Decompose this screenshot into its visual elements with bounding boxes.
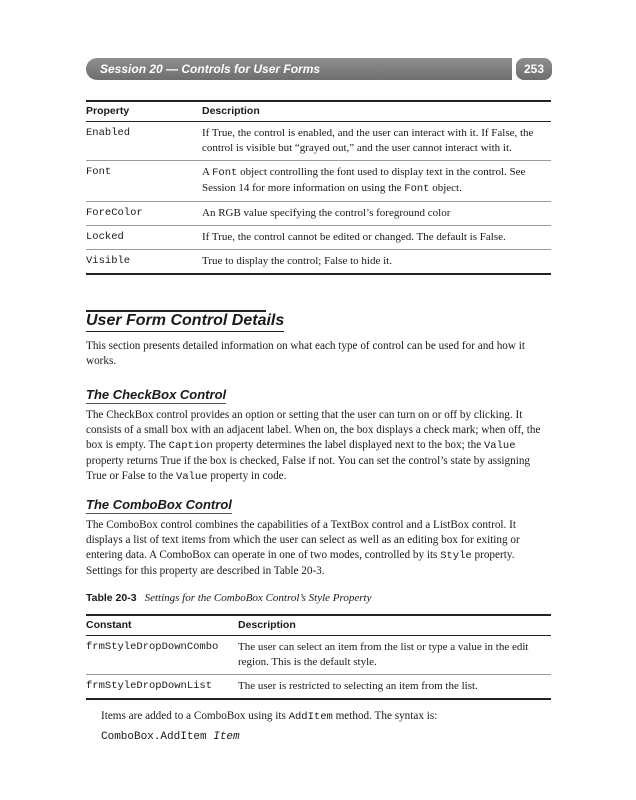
constant-name: frmStyleDropDownCombo [86,641,219,653]
property-description [202,165,551,197]
property-description: An RGB value specifying the control’s foreground color [202,207,451,219]
text-run: A [202,166,213,178]
table-row [86,160,551,201]
code-argument: Item [213,731,240,743]
table-row [86,225,551,249]
section-intro: This section presents detailed information on what each type of control can be used for and how it works. [86,340,525,367]
table-header-row [86,614,551,635]
table-row [86,674,551,700]
text-run: property. Settings for this property are described in Table 20-3. [86,549,515,577]
combobox-paragraph [86,518,551,579]
property-name: ForeColor [86,207,143,219]
table-row [86,249,551,275]
column-header-property: Property [86,105,130,117]
text-run: The ComboBox control combines the capabilities of a TextBox control and a ListBox control. It displays a list of text items from which the user can select as well as an editing box for exiting or entering data. A ComboBox can operate in one of two modes, controlled by its [86,519,520,561]
code-run: Font [404,183,430,195]
code-run: AddItem [288,711,333,723]
text-run: The CheckBox control provides an option or setting that the user can turn on or off by clicking. It consists of a small box with an adjacent label. When on, the box displays a check mark; when off, the box is empty. The [86,409,541,451]
running-title: Session 20 — Controls for User Forms [100,62,321,76]
additem-paragraph [101,709,551,725]
text-run: property in code. [207,470,287,482]
checkbox-paragraph [86,408,551,485]
section-title: User Form Control Details [86,312,284,332]
constant-description: The user can select an item from the list or type a value in the edit region. This is the default style. [238,641,529,668]
running-header [86,58,512,80]
style-settings-table [86,614,551,700]
column-header-description: Description [238,619,296,631]
code-run: Value [176,471,208,483]
code-sample [101,731,240,743]
property-name: Enabled [86,127,131,139]
table-row [86,635,551,674]
constant-description: The user is restricted to selecting an item from the list. [238,680,478,692]
text-run: property determines the label displayed next to the box; the [212,439,484,451]
table-row [86,121,551,160]
property-description: If True, the control is enabled, and the user can interact with it. If False, the control is visible but “grayed out,” and the user cannot interact with it. [202,127,534,154]
text-run: object controlling the font used to display text in the control. See Session 14 for more information on using the [202,166,526,194]
table-caption-text: Settings for the ComboBox Control’s Style Property [144,592,372,604]
property-name: Locked [86,231,124,243]
property-description: If True, the control cannot be edited or changed. The default is False. [202,231,506,243]
text-run: method. The syntax is: [332,710,438,722]
code-run: Font [212,167,238,179]
column-header-description: Description [202,105,260,117]
checkbox-heading: The CheckBox Control [86,387,227,402]
table-caption [86,592,372,604]
text-run: object. [429,182,462,194]
table-label: Table 20-3 [86,592,137,604]
page-number: 253 [516,58,552,80]
property-name: Font [86,166,112,178]
column-header-constant: Constant [86,619,132,631]
text-run: Items are added to a ComboBox using its [101,710,289,722]
combobox-heading: The ComboBox Control [86,497,232,512]
text-run: property returns True if the box is checked, False if not. You can set the control’s state by assigning True or False to the [86,455,531,482]
property-description: True to display the control; False to hide it. [202,255,392,267]
properties-table [86,100,551,275]
code-text: ComboBox.AddItem [101,731,207,743]
table-row [86,201,551,225]
property-name: Visible [86,255,131,267]
code-run: Caption [168,440,213,452]
code-run: Value [484,440,516,452]
constant-name: frmStyleDropDownList [86,680,213,692]
code-run: Style [440,550,472,562]
table-header-row [86,100,551,121]
